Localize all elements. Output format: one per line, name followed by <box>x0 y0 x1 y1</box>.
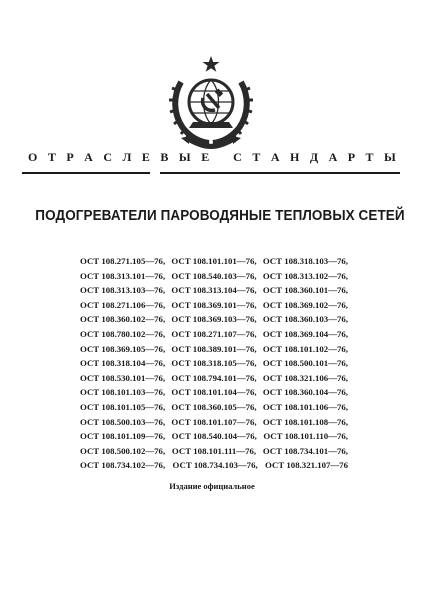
standards-row <box>80 429 348 444</box>
standard-code: ОСТ 108.360.101—76, <box>262 285 348 296</box>
standard-code: ОСТ 108.360.103—76, <box>262 314 348 325</box>
standards-list <box>80 254 348 473</box>
standard-code: ОСТ 108.360.104—76, <box>262 387 348 398</box>
state-emblem-icon <box>167 52 255 150</box>
series-letter: Ы <box>384 150 396 164</box>
series-letter: С <box>233 150 242 164</box>
series-letter: Т <box>365 150 374 164</box>
standards-row <box>80 444 348 459</box>
standard-code: ОСТ 108.101.106—76, <box>262 401 348 412</box>
standard-code: ОСТ 108.500.103—76, <box>80 416 166 427</box>
series-letter: В <box>160 150 169 164</box>
standard-code: ОСТ 108.540.104—76, <box>171 431 257 442</box>
standard-code: ОСТ 108.318.103—76, <box>262 256 348 266</box>
standards-row <box>80 269 348 284</box>
series-letter: А <box>328 150 338 164</box>
standards-row <box>80 415 348 430</box>
series-letter: Е <box>201 150 210 164</box>
standards-row <box>80 342 348 357</box>
standard-code: ОСТ 108.369.102—76, <box>262 299 348 310</box>
series-letter: А <box>84 150 93 164</box>
standard-code: ОСТ 108.271.107—76, <box>171 328 257 339</box>
series-letter: Т <box>47 150 56 164</box>
standard-code: ОСТ 108.101.101—76, <box>171 256 257 266</box>
standard-code: ОСТ 108.500.101—76, <box>262 358 348 369</box>
series-space <box>220 150 223 165</box>
standards-row <box>80 327 348 342</box>
standards-row <box>80 298 348 313</box>
standards-row <box>80 385 348 400</box>
standard-code: ОСТ 108.360.102—76, <box>80 314 166 325</box>
series-letter: Р <box>347 150 356 164</box>
standard-code: ОСТ 108.734.102—76, <box>80 460 166 471</box>
standard-code: ОСТ 108.540.103—76, <box>171 270 257 281</box>
standard-code: ОСТ 108.389.101—76, <box>171 343 257 354</box>
standard-code: ОСТ 108.271.105—76, <box>80 256 166 266</box>
edition-note: Издание официальное <box>169 481 255 491</box>
header-rule-mark <box>150 170 160 175</box>
standard-code: ОСТ 108.318.105—76, <box>171 358 257 369</box>
series-letter: А <box>270 150 280 164</box>
header-rule <box>22 172 400 174</box>
series-letter: Н <box>289 150 300 164</box>
series-letter: Т <box>252 150 261 164</box>
series-heading <box>28 150 396 165</box>
standards-row <box>80 254 348 269</box>
standard-code: ОСТ 108.313.103—76, <box>80 285 166 296</box>
standard-code: ОСТ 108.101.105—76, <box>80 401 166 412</box>
standard-code: ОСТ 108.794.101—76, <box>171 372 257 383</box>
standards-row <box>80 312 348 327</box>
standard-code: ОСТ 108.101.108—76, <box>262 416 348 427</box>
standard-code: ОСТ 108.101.111—76, <box>171 445 257 456</box>
standard-code: ОСТ 108.101.109—76, <box>80 431 166 442</box>
standard-code: ОСТ 108.321.107—76 <box>265 460 348 471</box>
standard-code: ОСТ 108.313.101—76, <box>80 270 166 281</box>
standard-code: ОСТ 108.360.105—76, <box>171 401 257 412</box>
standard-code: ОСТ 108.318.104—76, <box>80 358 166 369</box>
series-letter: Р <box>66 150 74 164</box>
series-letter: Ы <box>178 150 191 164</box>
standard-code: ОСТ 108.369.104—76, <box>262 328 348 339</box>
standard-code: ОСТ 108.271.106—76, <box>80 299 166 310</box>
standard-code: ОСТ 108.313.102—76, <box>262 270 348 281</box>
document-title: ПОДОГРЕВАТЕЛИ ПАРОВОДЯНЫЕ ТЕПЛОВЫХ СЕТЕЙ <box>35 208 405 224</box>
standard-code: ОСТ 108.101.102—76, <box>262 343 348 354</box>
series-letter: О <box>28 150 38 164</box>
standard-code: ОСТ 108.734.103—76, <box>172 460 258 471</box>
standard-code: ОСТ 108.500.102—76, <box>80 445 166 456</box>
standard-code: ОСТ 108.780.102—76, <box>80 328 166 339</box>
standards-row <box>80 356 348 371</box>
standard-code: ОСТ 108.101.107—76, <box>171 416 257 427</box>
standard-code: ОСТ 108.530.101—76, <box>80 372 166 383</box>
standard-code: ОСТ 108.101.110—76, <box>263 431 348 442</box>
series-letter: Л <box>122 150 132 164</box>
standard-code: ОСТ 108.369.101—76, <box>171 299 257 310</box>
standard-code: ОСТ 108.101.104—76, <box>171 387 257 398</box>
standards-row <box>80 458 348 473</box>
standards-row <box>80 400 348 415</box>
series-letter: Д <box>309 150 319 164</box>
standard-code: ОСТ 108.369.103—76, <box>171 314 257 325</box>
standards-row <box>80 283 348 298</box>
standards-row <box>80 371 348 386</box>
state-emblem <box>167 52 255 150</box>
standard-code: ОСТ 108.321.106—76, <box>262 372 348 383</box>
standard-code: ОСТ 108.369.105—76, <box>80 343 166 354</box>
standard-code: ОСТ 108.101.103—76, <box>80 387 166 398</box>
series-letter: С <box>103 150 112 164</box>
standard-code: ОСТ 108.313.104—76, <box>171 285 257 296</box>
series-letter: Е <box>141 150 150 164</box>
standard-code: ОСТ 108.734.101—76, <box>262 445 348 456</box>
